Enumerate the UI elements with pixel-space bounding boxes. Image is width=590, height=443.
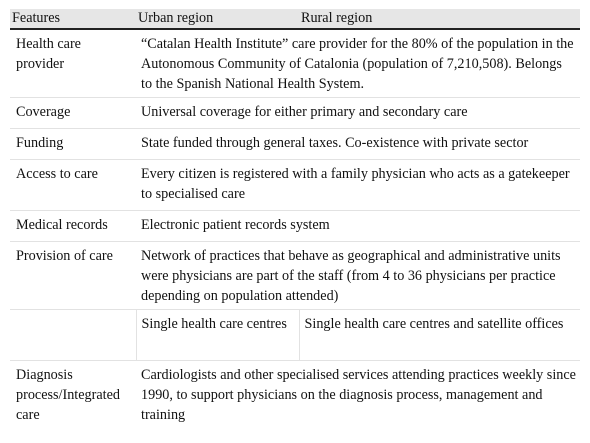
urban-cell: Single health care centres xyxy=(136,310,299,361)
table-row-medical-records xyxy=(10,211,580,242)
feature-cell: Health care provider xyxy=(16,36,81,72)
feature-cell: Funding xyxy=(10,129,136,160)
feature-cell: Provision of care xyxy=(10,242,136,310)
content-cell: State funded through general taxes. Co-existence with private sector xyxy=(136,129,580,160)
table-body xyxy=(10,29,580,428)
header-features: Features xyxy=(10,9,136,29)
rural-cell: Single health care centres and satellite offices xyxy=(299,310,580,361)
table-row-funding xyxy=(10,129,580,160)
features-table xyxy=(10,9,580,428)
feature-cell: Coverage xyxy=(10,98,136,129)
header-rural-region: Rural region xyxy=(299,9,580,29)
content-cell: Cardiologists and other specialised services attending practices weekly since 1990, to support physicians on the diagnosis process, management and training xyxy=(136,361,580,429)
header-row xyxy=(10,9,580,29)
content-cell: Every citizen is registered with a family physician who acts as a gatekeeper to specialised care xyxy=(136,160,580,211)
content-cell: “Catalan Health Institute” care provider for the 80% of the population in the Autonomous Community of Catalonia (population of 7,210,508). Belongs to the Spanish National Health System. xyxy=(141,36,574,92)
feature-cell: Access to care xyxy=(10,160,136,211)
content-cell: Network of practices that behave as geographical and administrative units were physicians are part of the staff (from 4 to 36 physicians per practice depending on population attended) xyxy=(136,242,580,310)
table-row-health-care-provider xyxy=(10,29,580,98)
table-header xyxy=(10,9,580,29)
table-row-diagnosis-process xyxy=(10,361,580,429)
feature-cell: Diagnosis process/Integrated care xyxy=(10,361,136,429)
table-row-provision-split xyxy=(10,310,580,361)
feature-cell-empty xyxy=(10,310,136,361)
content-cell: Electronic patient records system xyxy=(136,211,580,242)
table-row-access-to-care xyxy=(10,160,580,211)
content-cell: Universal coverage for either primary and secondary care xyxy=(136,98,580,129)
table-row-coverage xyxy=(10,98,580,129)
table-row-provision-of-care xyxy=(10,242,580,310)
feature-cell: Medical records xyxy=(10,211,136,242)
header-urban-region: Urban region xyxy=(136,9,299,29)
